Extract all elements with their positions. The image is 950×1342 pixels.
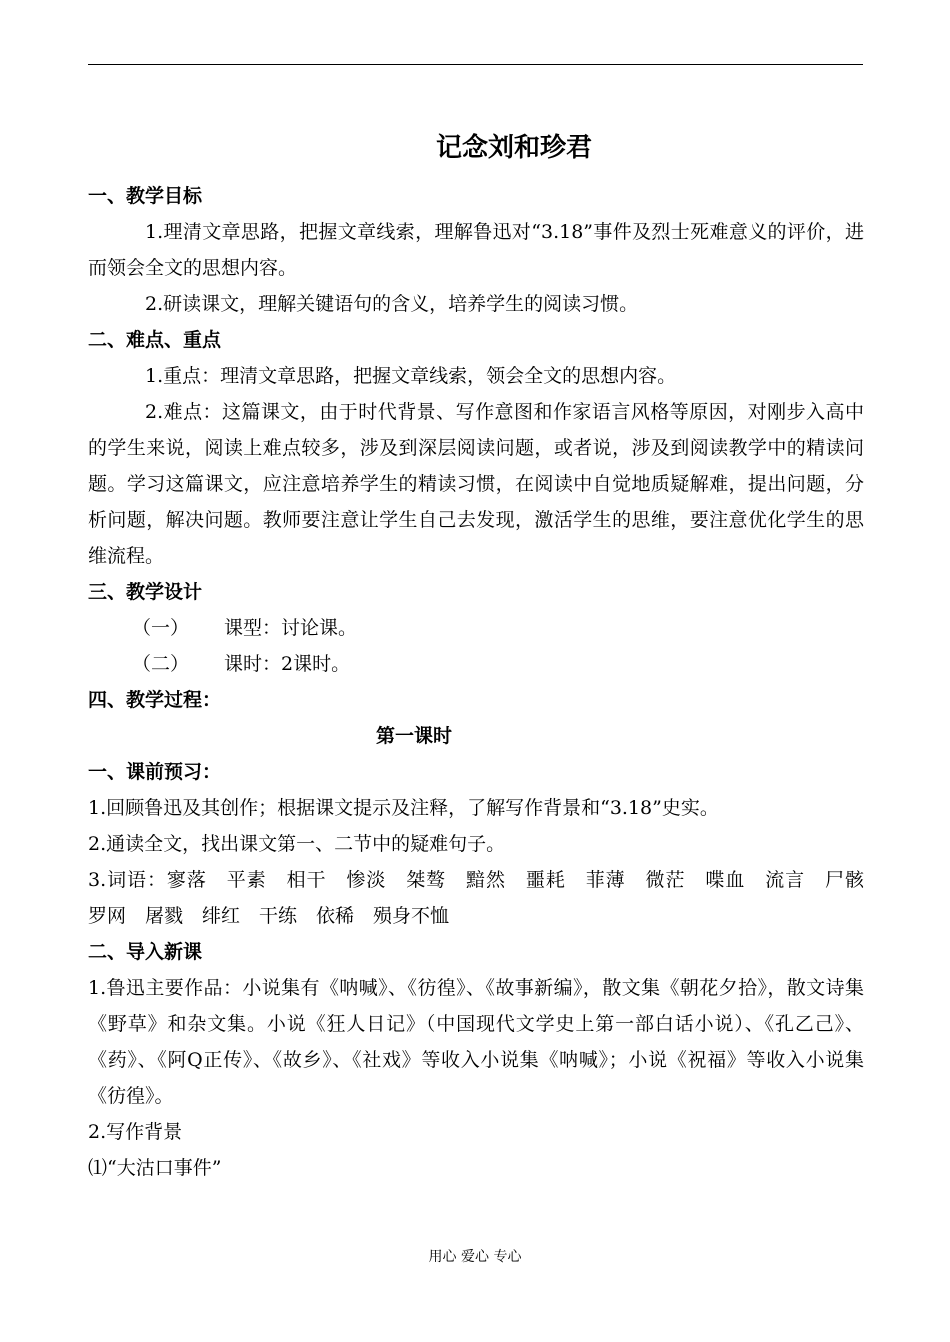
design-item-1-label: （一） <box>132 617 190 639</box>
preview-1: 1.回顾鲁迅及其创作；根据课文提示及注释，了解写作背景和“3.18”史实。 <box>88 797 719 819</box>
section-heading-preview: 一、课前预习： <box>88 761 222 783</box>
objective-2: 2.研读课文，理解关键语句的含义，培养学生的阅读习惯。 <box>145 293 639 315</box>
section-heading-design: 三、教学设计 <box>88 581 203 603</box>
design-item-2 <box>88 646 864 682</box>
header-rule <box>88 64 863 65</box>
intro-background: 2.写作背景 <box>88 1121 183 1143</box>
section-heading-key-points: 二、难点、重点 <box>88 329 222 351</box>
design-item-1-text: 课型：讨论课。 <box>224 617 358 639</box>
lesson-one-heading: 第一课时 <box>375 725 452 747</box>
section-heading-process: 四、教学过程： <box>88 689 222 711</box>
document-body <box>88 124 884 1186</box>
intro-event: ⑴“大沽口事件” <box>88 1157 222 1179</box>
difficult-point: 2.难点：这篇课文，由于时代背景、写作意图和作家语言风格等原因，对刚步入高中的学生来说，阅读上难点较多，涉及到深层阅读问题，或者说，涉及到阅读教学中的精读问题。学习这篇课文，应注意培养学生的精读习惯，在阅读中自觉地质疑解难，提出问题，分析问题，解决问题。教师要注意让学生自己去发现，激活学生的思维，要注意优化学生的思维流程。 <box>88 401 864 567</box>
section-heading-objectives: 一、教学目标 <box>88 185 203 207</box>
design-item-2-label: （二） <box>132 653 190 675</box>
page-footer: 用心 爱心 专心 <box>428 1249 522 1265</box>
section-heading-intro: 二、导入新课 <box>88 941 203 963</box>
design-item-2-text: 课时：2课时。 <box>224 653 351 675</box>
key-point: 1.重点：理清文章思路，把握文章线索，领会全文的思想内容。 <box>145 365 677 387</box>
document-title: 记念刘和珍君 <box>435 133 592 163</box>
intro-works: 1.鲁迅主要作品：小说集有《呐喊》、《彷徨》、《故事新编》，散文集《朝花夕拾》，散文诗集《野草》和杂文集。小说《狂人日记》（中国现代文学史上第一部白话小说）、《孔乙己》、《药》、《阿Q正传》、《故乡》、《社戏》等收入小说集《呐喊》；小说《祝福》等收入小说集《彷徨》。 <box>88 977 864 1107</box>
preview-2: 2.通读全文，找出课文第一、二节中的疑难句子。 <box>88 833 506 855</box>
preview-vocabulary: 3.词语：寥落 平素 相干 惨淡 桀骜 黯然 噩耗 菲薄 微茫 喋血 流言 尸骸 罗网 屠戮 绯红 干练 依稀 殒身不恤 <box>88 869 884 927</box>
design-item-1 <box>88 610 864 646</box>
objective-1: 1.理清文章思路，把握文章线索，理解鲁迅对“3.18”事件及烈士死难意义的评价，进而领会全文的思想内容。 <box>88 221 864 279</box>
